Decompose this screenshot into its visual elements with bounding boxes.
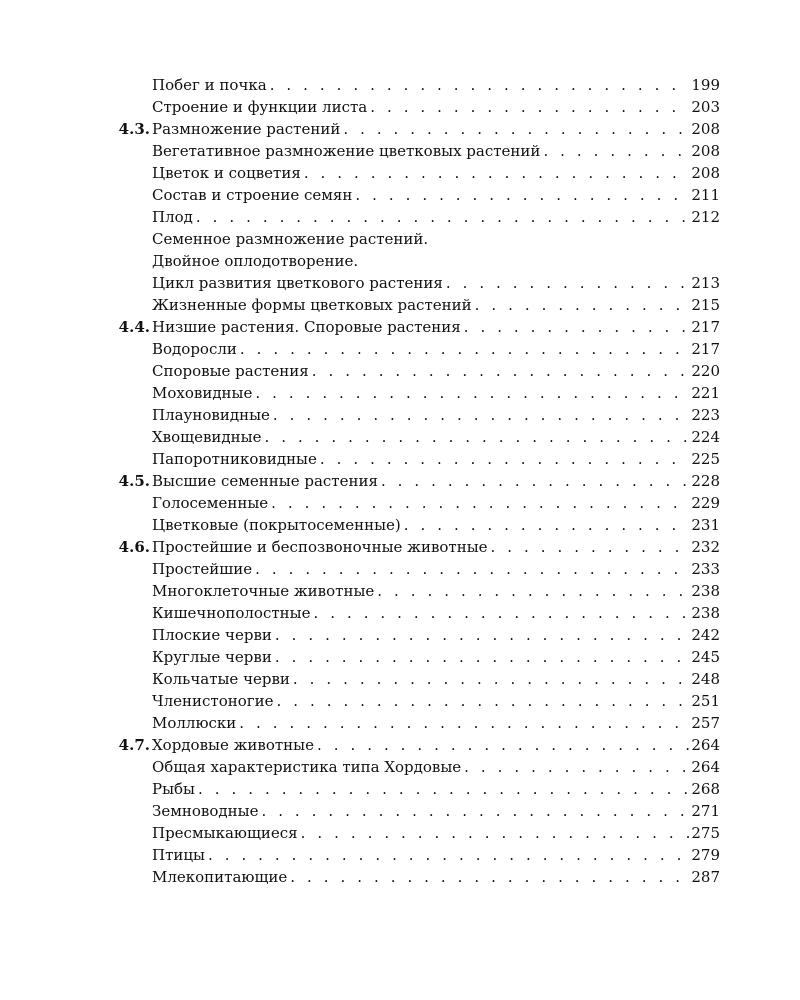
entry-title: Двойное оплодотворение.: [152, 252, 359, 270]
entry-line: [152, 602, 720, 624]
entry-title: Цикл развития цветкового растения: [152, 274, 443, 292]
dot-leader: [355, 184, 689, 206]
toc-entry: [100, 140, 720, 162]
toc-entry: [100, 228, 720, 250]
toc-section-entry: [100, 316, 720, 338]
toc-entry: [100, 624, 720, 646]
page-number: 217: [691, 340, 720, 358]
entry-title: Рыбы: [152, 780, 196, 798]
entry-line: [152, 382, 720, 404]
toc-section-entry: [100, 536, 720, 558]
page-number: 203: [691, 98, 720, 116]
toc-entry: [100, 844, 720, 866]
page-number: 268: [691, 780, 720, 798]
toc-entry: [100, 712, 720, 734]
dot-leader: [240, 338, 689, 360]
page-number: 238: [691, 582, 720, 600]
dot-leader: [317, 734, 689, 756]
toc-section-entry: [100, 734, 720, 756]
toc-entry: [100, 514, 720, 536]
entry-line: [152, 822, 720, 844]
entry-title: Моллюски: [152, 714, 237, 732]
entry-title: Млекопитающие: [152, 868, 288, 886]
entry-line: [152, 250, 720, 272]
dot-leader: [255, 558, 689, 580]
entry-title: Низшие растения. Споровые растения: [152, 318, 461, 336]
page-number: 199: [691, 76, 720, 94]
table-of-contents: [100, 74, 720, 888]
dot-leader: [377, 580, 689, 602]
entry-title: Кольчатые черви: [152, 670, 290, 688]
entry-title: Кишечнополостные: [152, 604, 311, 622]
entry-title: Хвощевидные: [152, 428, 262, 446]
dot-leader: [313, 602, 689, 624]
entry-title: Побег и почка: [152, 76, 267, 94]
page-number: 228: [691, 472, 720, 490]
entry-line: [152, 74, 720, 96]
entry-line: [152, 690, 720, 712]
dot-leader: [475, 294, 690, 316]
page-number: 232: [691, 538, 720, 556]
page-number: 242: [691, 626, 720, 644]
dot-leader: [404, 514, 690, 536]
toc-entry: [100, 162, 720, 184]
page-number: 238: [691, 604, 720, 622]
entry-line: [152, 712, 720, 734]
entry-line: [152, 426, 720, 448]
dot-leader: [320, 448, 689, 470]
dot-leader: [196, 206, 689, 228]
page-number: 211: [691, 186, 720, 204]
entry-line: [152, 514, 720, 536]
entry-line: [152, 140, 720, 162]
dot-leader: [273, 404, 689, 426]
entry-title: Состав и строение семян: [152, 186, 353, 204]
toc-entry: [100, 668, 720, 690]
entry-line: [152, 756, 720, 778]
entry-line: [152, 228, 720, 250]
page-number: 229: [691, 494, 720, 512]
section-number: 4.3.: [118, 120, 150, 138]
entry-line: [152, 118, 720, 140]
dot-leader: [491, 536, 690, 558]
page-number: 279: [691, 846, 720, 864]
entry-line: [152, 184, 720, 206]
dot-leader: [264, 426, 689, 448]
dot-leader: [343, 118, 689, 140]
toc-entry: [100, 338, 720, 360]
entry-title: Плод: [152, 208, 193, 226]
entry-title: Водоросли: [152, 340, 237, 358]
toc-entry: [100, 294, 720, 316]
entry-line: [152, 96, 720, 118]
entry-title: Круглые черви: [152, 648, 272, 666]
page-number: 257: [691, 714, 720, 732]
dot-leader: [304, 162, 690, 184]
entry-line: [152, 470, 720, 492]
entry-line: [152, 866, 720, 888]
entry-line: [152, 778, 720, 800]
entry-title: Вегетативное размножение цветковых растений: [152, 142, 541, 160]
entry-line: [152, 206, 720, 228]
toc-entry: [100, 206, 720, 228]
page-number: 245: [691, 648, 720, 666]
entry-line: [152, 580, 720, 602]
dot-leader: [312, 360, 690, 382]
toc-entry: [100, 382, 720, 404]
section-number: 4.7.: [118, 736, 150, 754]
entry-title: Плауновидные: [152, 406, 270, 424]
entry-line: [152, 800, 720, 822]
page-number: 264: [691, 758, 720, 776]
entry-line: [152, 844, 720, 866]
entry-line: [152, 272, 720, 294]
toc-entry: [100, 184, 720, 206]
page-number: 221: [691, 384, 720, 402]
entry-line: [152, 338, 720, 360]
entry-title: Жизненные формы цветковых растений: [152, 296, 472, 314]
entry-line: [152, 162, 720, 184]
entry-title: Многоклеточные животные: [152, 582, 375, 600]
dot-leader: [293, 668, 689, 690]
toc-entry: [100, 360, 720, 382]
page-number: 208: [691, 142, 720, 160]
entry-line: [152, 536, 720, 558]
dot-leader: [543, 140, 689, 162]
dot-leader: [198, 778, 689, 800]
section-number: 4.6.: [118, 538, 150, 556]
page-number: 212: [691, 208, 720, 226]
toc-entry: [100, 778, 720, 800]
dot-leader: [370, 96, 689, 118]
entry-title: Простейшие: [152, 560, 253, 578]
dot-leader: [290, 866, 689, 888]
entry-title: Размножение растений: [152, 120, 341, 138]
dot-leader: [446, 272, 690, 294]
entry-title: Цветковые (покрытосеменные): [152, 516, 401, 534]
dot-leader: [271, 492, 689, 514]
toc-entry: [100, 96, 720, 118]
entry-title: Земноводные: [152, 802, 259, 820]
entry-line: [152, 734, 720, 756]
page-number: 248: [691, 670, 720, 688]
toc-entry: [100, 822, 720, 844]
entry-title: Моховидные: [152, 384, 253, 402]
section-number: 4.4.: [118, 318, 150, 336]
dot-leader: [275, 624, 689, 646]
dot-leader: [381, 470, 689, 492]
entry-title: Споровые растения: [152, 362, 309, 380]
entry-title: Семенное размножение растений.: [152, 230, 429, 248]
page-number: 251: [691, 692, 720, 710]
entry-title: Птицы: [152, 846, 205, 864]
toc-entry: [100, 404, 720, 426]
section-number: 4.5.: [118, 472, 150, 490]
dot-leader: [255, 382, 689, 404]
toc-entry: [100, 250, 720, 272]
page-number: 208: [691, 120, 720, 138]
entry-line: [152, 624, 720, 646]
dot-leader: [208, 844, 689, 866]
entry-title: Хордовые животные: [152, 736, 314, 754]
toc-entry: [100, 800, 720, 822]
dot-leader: [277, 690, 690, 712]
dot-leader: [270, 74, 690, 96]
entry-title: Строение и функции листа: [152, 98, 368, 116]
page-number: 224: [691, 428, 720, 446]
toc-entry: [100, 690, 720, 712]
toc-entry: [100, 492, 720, 514]
toc-section-entry: [100, 118, 720, 140]
dot-leader: [261, 800, 689, 822]
dot-leader: [275, 646, 690, 668]
page-number: 271: [691, 802, 720, 820]
entry-title: Цветок и соцветия: [152, 164, 301, 182]
page-number: 223: [691, 406, 720, 424]
entry-line: [152, 360, 720, 382]
page-number: 287: [691, 868, 720, 886]
dot-leader: [464, 316, 690, 338]
toc-entry: [100, 866, 720, 888]
toc-entry: [100, 558, 720, 580]
entry-line: [152, 294, 720, 316]
toc-entry: [100, 602, 720, 624]
entry-title: Пресмыкающиеся: [152, 824, 298, 842]
entry-title: Голосеменные: [152, 494, 269, 512]
entry-line: [152, 492, 720, 514]
page-number: 215: [691, 296, 720, 314]
page-number: 264: [691, 736, 720, 754]
entry-title: Общая характеристика типа Хордовые: [152, 758, 462, 776]
page-number: 208: [691, 164, 720, 182]
entry-title: Простейшие и беспозвоночные животные: [152, 538, 488, 556]
toc-entry: [100, 580, 720, 602]
page-number: 231: [691, 516, 720, 534]
page-number: 213: [691, 274, 720, 292]
page-number: 217: [691, 318, 720, 336]
toc-entry: [100, 448, 720, 470]
toc-entry: [100, 756, 720, 778]
toc-entry: [100, 426, 720, 448]
entry-line: [152, 668, 720, 690]
toc-entry: [100, 646, 720, 668]
page-number: 275: [691, 824, 720, 842]
entry-title: Высшие семенные растения: [152, 472, 378, 490]
entry-title: Плоские черви: [152, 626, 272, 644]
toc-entry: [100, 74, 720, 96]
page-number: 233: [691, 560, 720, 578]
entry-line: [152, 404, 720, 426]
dot-leader: [239, 712, 689, 734]
page-number: 220: [691, 362, 720, 380]
entry-title: Папоротниковидные: [152, 450, 317, 468]
dot-leader: [301, 822, 690, 844]
page-number: 225: [691, 450, 720, 468]
dot-leader: [464, 756, 689, 778]
toc-section-entry: [100, 470, 720, 492]
entry-line: [152, 646, 720, 668]
toc-entry: [100, 272, 720, 294]
entry-title: Членистоногие: [152, 692, 274, 710]
entry-line: [152, 316, 720, 338]
entry-line: [152, 558, 720, 580]
entry-line: [152, 448, 720, 470]
